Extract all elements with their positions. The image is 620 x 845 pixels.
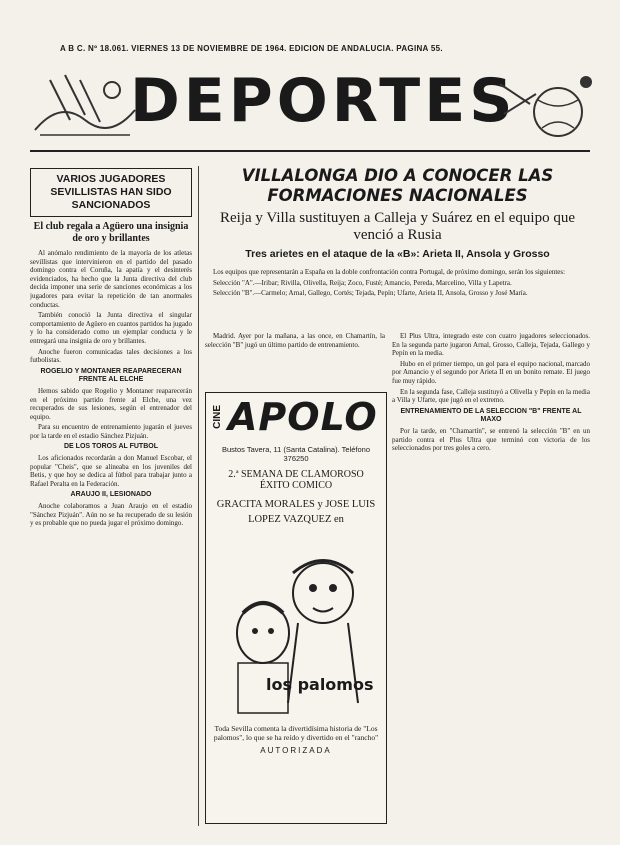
page-header-line: A B C. Nº 18.061. VIERNES 13 DE NOVIEMBRE DE 1964. EDICION DE ANDALUCIA. PAGINA 55. [60,44,443,53]
left-headline: VARIOS JUGADORES SEVILLISTAS HAN SIDO SANCIONADOS [50,173,172,211]
main-headline: VILLALONGA DIO A CONOCER LAS FORMACIONES NACIONALES [241,166,554,205]
left-paragraph: Anoche colaboramos a Juan Araujo en el estadio "Sánchez Pizjuán". Aún no se ha recuperado de su lesión y es probable que no pueda jugar el próximo domingo. [30,502,192,528]
main-subdeck: Tres arietes en el ataque de la «B»: Arieta II, Ansola y Grosso [245,248,550,260]
masthead-rule [30,150,590,152]
left-paragraph: Los aficionados recordarán a don Manuel Escobar, el popular "Cheis", que se alineaba en los juveniles del Betis, y que hoy se dedica al fútbol para trabajar junto a Rafael Peralta en la Federación. [30,454,192,488]
right-paragraph: Hubo en el primer tiempo, un gol para el equipo nacional, marcado por Amancio y el segundo por Arieta II en un bonito remate. El juego fue muy rápido. [392,359,590,385]
left-deck: El club regala a Agüero una insignia de oro y brillantes [33,221,189,244]
left-paragraph: Para su encuentro de entrenamiento jugarán el jueves por la tarde en el estadio Sánchez Pizjuán. [30,423,192,440]
cinema-actors: GRACITA MORALES y JOSE LUIS LOPEZ VAZQUEZ en [216,499,376,525]
column-rule [198,166,199,826]
left-paragraph: Anoche fueron comunicadas tales decisiones a los futbolistas. [30,347,192,365]
section-masthead: DEPORTES [130,66,517,136]
film-title: los palomos [266,675,374,694]
cine-tag: CINE [212,405,223,429]
lineups-intro: Los equipos que representarán a España en la doble confrontación contra Portugal, de próximo domingo, serán los siguientes: [213,268,566,276]
madrid-paragraph-block [205,332,385,392]
right-subhead: ENTRENAMIENTO DE LA SELECCION "B" FRENTE AL MAXO [400,407,582,424]
main-deck: Reija y Villa sustituyen a Calleja y Suárez en el equipo que venció a Rusia [220,210,575,243]
left-body [30,249,192,839]
left-subhead: ROGELIO Y MONTANER REAPARECERAN FRENTE AL ELCHE [40,367,182,384]
madrid-paragraph: Madrid. Ayer por la mañana, a las once, en Chamartín, la selección "B" jugó un último partido de entrenamiento. [205,332,385,349]
left-paragraph: Hemos sabido que Rogelio y Montaner reaparecerán en el próximo partido frente al Elche, una vez recuperados de sus lesiones, según el entrenador del equipo. [30,386,192,421]
cinema-name: APOLO [228,395,378,439]
right-paragraph: El Plus Ultra, integrado este con cuatro jugadores seleccionados. En la segunda parte jugaron Arnal, Grosso, Calleja, Tejada, Gallego y Pepín en la media. [392,332,590,358]
film-cartoon-icon [208,533,384,723]
cinema-tagline: Toda Sevilla comenta la divertidísima historia de "Los palomos", lo que se ha reído y divertido en el "rancho" [213,724,379,742]
lineup-b: Selección "B".—Carmelo; Arnal, Gallego, Cortés; Tejada, Pepín; Ufarte, Arieta II, Ansola, Grosso y José María. [213,289,528,298]
left-paragraph: Al anómalo rendimiento de la mayoría de los atletas sevillistas que intervinieron en el partido del pasado domingo contra el Coruña, la apatía y el desinterés evidenciados, ha hecho que la Junta directiva del club decida imponer una serie de sanciones económicas a los jugadores para evitar la repetición de tan anormales conductas. [30,249,192,309]
left-subhead: ARAUJO II, LESIONADO [70,491,152,499]
cinema-rating: AUTORIZADA [260,746,332,755]
left-subhead: DE LOS TOROS AL FUTBOL [64,443,158,451]
cinema-week: 2.ª SEMANA DE CLAMOROSO ÉXITO COMICO [228,469,364,491]
right-paragraph: En la segunda fase, Calleja sustituyó a Olivella y Pepín en la media a Villa y Ufarte, que jugó en el extremo. [392,387,590,405]
lineup-a: Selección "A".—Iribar; Rivilla, Olivella, Reija; Zoco, Fusté; Amancio, Pereda, Marcelino, Villa y Lapetra. [213,278,512,287]
left-headline-box [30,168,192,217]
left-column [30,168,192,828]
sport-doodles-right-icon [490,64,600,144]
right-paragraph: Por la tarde, en "Chamartín", se entrenó la selección "B" en un partido contra el Plus Ultra que terminó con victoria de los seleccionados por tres goles a cero. [392,426,590,453]
lineups-block [205,268,590,328]
sport-doodles-left-icon [30,60,140,140]
cinema-address: Bustos Tavera, 11 (Santa Catalina). Teléfono 376250 [221,445,370,463]
cinema-advertisement [205,392,387,824]
right-body [392,332,590,827]
left-paragraph: También conoció la Junta directiva el singular comportamiento de Agüero en cuantos partidos ha jugado y lo ha considerado como un ejemplar conducta y le entregará una insignia de oro y brillantes. [30,311,192,345]
cinema-logo [206,393,386,443]
